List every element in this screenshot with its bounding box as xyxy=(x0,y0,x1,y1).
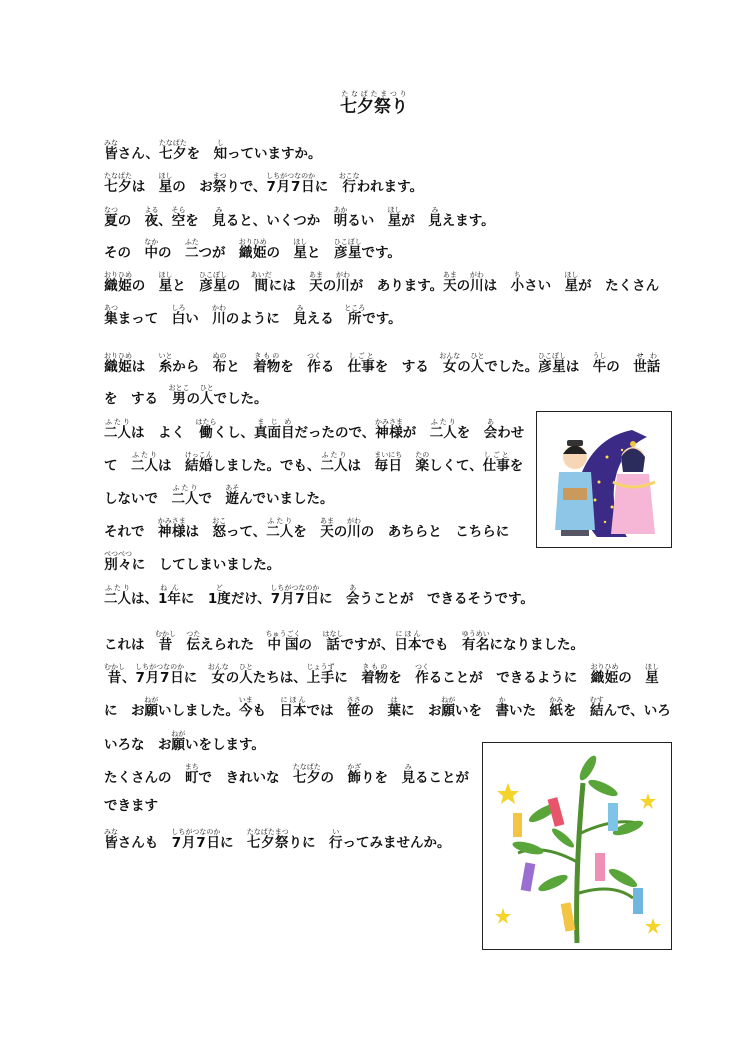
ruby-word: 川かわ xyxy=(212,304,226,327)
ruby-word: 二人ふたり xyxy=(429,418,457,441)
ruby-word: 女おんな xyxy=(207,663,229,686)
text-run: まって xyxy=(117,311,172,327)
ruby-word: 笹ささ xyxy=(346,696,361,719)
ruby-word: 願ねが xyxy=(171,730,186,753)
text-run: は xyxy=(131,179,159,195)
text-line xyxy=(104,584,534,607)
text-run: は xyxy=(131,359,159,375)
text-run: だったので、 xyxy=(294,425,376,441)
ruby-word: 夜よる xyxy=(144,206,159,229)
text-run: んでいました。 xyxy=(239,491,334,507)
ruby-word: 話はなし xyxy=(322,630,344,653)
text-run: の xyxy=(131,278,159,294)
text-run: さい xyxy=(524,278,565,294)
ruby-word: 結むす xyxy=(589,696,604,719)
ruby-word: 川がわ xyxy=(346,517,361,540)
ruby-word: 星ほし xyxy=(387,206,402,229)
text-line xyxy=(104,304,402,327)
ruby-word: 川がわ xyxy=(469,271,484,294)
text-run: に お xyxy=(401,703,442,719)
text-run: だけ、 xyxy=(230,591,271,607)
ruby-word: 空そら xyxy=(171,206,186,229)
text-run: は xyxy=(483,278,511,294)
ruby-word: 二ふた xyxy=(184,238,199,261)
ruby-word: 祭まつ xyxy=(212,172,227,195)
ruby-word: 昔むかし xyxy=(104,663,125,686)
text-run: いしました。 xyxy=(158,703,239,719)
text-run: たくさんの xyxy=(104,770,185,786)
ruby-word: 見み xyxy=(401,763,415,786)
ruby-word: 仕事しごと xyxy=(347,352,375,375)
ruby-word: 会あ xyxy=(483,418,498,441)
text-run: を xyxy=(456,425,484,441)
ruby-word: 見み xyxy=(212,206,226,229)
ruby-word: 二人ふたり xyxy=(171,484,199,507)
text-run: ると、いくつか xyxy=(225,213,334,229)
text-run: の xyxy=(333,524,348,540)
text-line xyxy=(104,630,584,653)
text-run: の xyxy=(266,245,294,261)
text-run: に xyxy=(219,835,247,851)
ruby-word: 二人ふたり xyxy=(266,517,294,540)
text-line xyxy=(104,271,659,294)
ruby-word: 織姫おりひめ xyxy=(104,271,132,294)
ruby-word: 二人ふたり xyxy=(104,418,131,441)
text-run: が xyxy=(401,213,429,229)
text-run: それで xyxy=(104,524,158,540)
ruby-word: 楽たの xyxy=(415,451,430,474)
text-run: りに xyxy=(288,835,329,851)
text-run: の xyxy=(320,770,348,786)
ruby-word: 七夕祭たなばたまつ xyxy=(246,828,289,851)
text-run: は xyxy=(565,359,593,375)
text-run: の xyxy=(322,278,337,294)
ruby-word: 神様かみさま xyxy=(157,517,186,540)
text-run: の xyxy=(606,359,634,375)
text-run: の xyxy=(298,637,326,653)
text-run: に お xyxy=(104,703,145,719)
ruby-word: 7月7日しちがつなのか xyxy=(266,172,316,195)
text-run: を する xyxy=(104,391,172,407)
ruby-word: 糸いと xyxy=(158,352,173,375)
text-run: の xyxy=(117,213,145,229)
page-title: 七夕祭りたなばたまつり xyxy=(340,90,408,117)
ruby-word: 星ほし xyxy=(293,238,308,261)
ruby-word: 着物きもの xyxy=(253,352,281,375)
text-run: いをします。 xyxy=(185,737,265,753)
text-run xyxy=(402,458,416,474)
ruby-word: 二人ふたり xyxy=(131,451,158,474)
ruby-word: 人ひと xyxy=(238,663,253,686)
ruby-word: 紙かみ xyxy=(549,696,564,719)
ruby-word: 皆みな xyxy=(104,828,118,851)
text-run: に xyxy=(180,591,208,607)
ruby-word: 織姫おりひめ xyxy=(238,238,267,261)
ruby-word: 人ひと xyxy=(470,352,485,375)
ruby-word: 仕事しごと xyxy=(482,451,510,474)
text-run: の お xyxy=(172,179,213,195)
ruby-word: 彦星ひこぼし xyxy=(199,271,227,294)
ruby-word: 7月7日しちがつなのか xyxy=(171,828,221,851)
text-run: が たくさん xyxy=(578,278,660,294)
text-line xyxy=(104,384,268,407)
ruby-word: 天あま xyxy=(319,517,334,540)
text-run: と xyxy=(226,359,254,375)
text-run: を する xyxy=(374,359,443,375)
text-run: には xyxy=(268,278,310,294)
ruby-word: 二人ふたり xyxy=(104,584,131,607)
text-run: に xyxy=(334,670,362,686)
ruby-word: 知し xyxy=(213,139,228,162)
text-run: を xyxy=(280,359,308,375)
ruby-word: 男おとこ xyxy=(168,384,190,407)
text-line xyxy=(104,828,450,851)
text-run: が あります。 xyxy=(349,278,444,294)
ruby-word: 集あつ xyxy=(104,304,118,327)
text-run: を xyxy=(293,524,321,540)
text-run: は xyxy=(185,524,213,540)
text-run: の xyxy=(618,670,646,686)
text-run: えます。 xyxy=(441,213,495,229)
ruby-word: 有名ゆうめい xyxy=(461,630,490,653)
text-run: の xyxy=(457,359,471,375)
text-run: が xyxy=(402,425,430,441)
text-run: できます xyxy=(104,798,158,814)
text-line xyxy=(104,352,660,375)
text-line xyxy=(104,798,158,814)
ruby-word: 着物きもの xyxy=(361,663,389,686)
text-line xyxy=(104,418,524,441)
ruby-word: 葉は xyxy=(387,696,401,719)
text-run: 、 xyxy=(158,213,172,229)
ruby-word: 見み xyxy=(293,304,307,327)
ruby-word: 会あ xyxy=(345,584,360,607)
ruby-word: 伝つた xyxy=(186,630,201,653)
text-line xyxy=(104,696,671,719)
text-run: これは xyxy=(104,637,158,653)
text-run: んで、いろ xyxy=(603,703,671,719)
ruby-word: 中国ちゅうごく xyxy=(265,630,301,653)
ruby-word: 白しろ xyxy=(171,304,186,327)
ruby-word: 行おこな xyxy=(338,172,360,195)
text-run: しくて、 xyxy=(429,458,483,474)
text-run: です。 xyxy=(361,245,401,261)
ruby-word: 二人ふたり xyxy=(320,451,348,474)
ruby-word: 7月7日しちがつなのか xyxy=(270,584,320,607)
ruby-word: 作つく xyxy=(307,352,321,375)
text-run: も xyxy=(252,703,280,719)
ruby-word: 昔むかし xyxy=(155,630,176,653)
text-run: その xyxy=(104,245,145,261)
ruby-word: 織姫おりひめ xyxy=(104,352,132,375)
ruby-word: 七夕たなばた xyxy=(158,139,187,162)
couple-illustration xyxy=(536,411,672,548)
ruby-word: 星ほし xyxy=(644,663,659,686)
text-run: になりました。 xyxy=(489,637,584,653)
ruby-word: 7月7日しちがつなのか xyxy=(135,663,185,686)
text-run: では xyxy=(306,703,347,719)
text-run: うことが できるそうです。 xyxy=(359,591,534,607)
text-run xyxy=(173,637,187,653)
ruby-word: 星ほし xyxy=(158,271,173,294)
text-run: は、 xyxy=(131,591,158,607)
text-run: は よく xyxy=(131,425,199,441)
text-run: を xyxy=(185,213,213,229)
text-run: りで、 xyxy=(226,179,267,195)
text-run: でも xyxy=(421,637,462,653)
text-run: える xyxy=(306,311,348,327)
ruby-word: 見み xyxy=(428,206,442,229)
text-line xyxy=(104,484,334,507)
text-run: に xyxy=(183,670,211,686)
text-line xyxy=(104,550,280,573)
text-run: って、 xyxy=(226,524,267,540)
text-run: いを xyxy=(455,703,496,719)
ruby-word: 日本にほん xyxy=(279,696,307,719)
text-line xyxy=(104,172,423,195)
text-run: しました。でも、 xyxy=(212,458,321,474)
ruby-word: 作つく xyxy=(414,663,429,686)
ruby-word: 間あいだ xyxy=(250,271,272,294)
text-run: の xyxy=(158,245,185,261)
ruby-word: 町まち xyxy=(184,763,199,786)
ruby-word: 飾かざ xyxy=(347,763,362,786)
ruby-word: 彦星ひこぼし xyxy=(333,238,362,261)
text-run: は xyxy=(347,458,375,474)
ruby-word: 行い xyxy=(328,828,343,851)
ruby-word: 遊あそ xyxy=(225,484,240,507)
ruby-word: 神様かみさま xyxy=(374,418,403,441)
ruby-word: 所ところ xyxy=(344,304,366,327)
ruby-word: 書か xyxy=(495,696,509,719)
text-run: いろな お xyxy=(104,737,172,753)
text-run: ることが できるように xyxy=(428,670,591,686)
text-run: さんも xyxy=(117,835,172,851)
ruby-word: 皆みな xyxy=(104,139,118,162)
text-run: われます。 xyxy=(356,179,424,195)
text-line xyxy=(104,763,469,786)
ruby-word: 彦星ひこぼし xyxy=(538,352,566,375)
ruby-word: 織姫おりひめ xyxy=(590,663,619,686)
text-run: りを xyxy=(361,770,402,786)
ruby-word: 天あま xyxy=(442,271,457,294)
ruby-word: 小ち xyxy=(510,271,525,294)
text-run: ることが xyxy=(415,770,469,786)
text-line xyxy=(104,663,659,686)
text-run: を xyxy=(509,458,524,474)
ruby-word: 真面目まじめ xyxy=(254,418,295,441)
ruby-word: 星ほし xyxy=(564,271,579,294)
text-run: くし、 xyxy=(213,425,254,441)
text-run: に xyxy=(314,179,342,195)
text-run: 、 xyxy=(122,670,136,686)
ruby-word: 中なか xyxy=(144,238,159,261)
text-run: に xyxy=(318,591,346,607)
text-run: っていますか。 xyxy=(227,146,322,162)
text-run: たちは、 xyxy=(252,670,307,686)
ruby-word: 人ひと xyxy=(199,384,214,407)
text-run: て xyxy=(104,458,131,474)
ruby-word: 川がわ xyxy=(336,271,350,294)
text-run: さん、 xyxy=(117,146,160,162)
ruby-word: 願ねが xyxy=(441,696,456,719)
text-run: でした。 xyxy=(213,391,268,407)
ruby-word: 結婚けっこん xyxy=(184,451,213,474)
text-run: の xyxy=(456,278,471,294)
ruby-word: 天あま xyxy=(309,271,323,294)
text-line xyxy=(104,139,322,162)
ruby-word: 牛うし xyxy=(592,352,607,375)
ruby-word: 明あか xyxy=(333,206,348,229)
text-run: の xyxy=(225,670,240,686)
text-run: を xyxy=(388,670,416,686)
text-run: の xyxy=(360,703,388,719)
text-run: で xyxy=(198,491,226,507)
ruby-word: 別々べつべつ xyxy=(104,550,132,573)
ruby-word: 怒おこ xyxy=(212,517,227,540)
text-run: ってみませんか。 xyxy=(342,835,451,851)
text-run: つが xyxy=(198,245,239,261)
text-run: です。 xyxy=(362,311,402,327)
ruby-word: 七夕たなばた xyxy=(292,763,321,786)
ruby-word: 世話せわ xyxy=(633,352,661,375)
ruby-word: 上手じょうず xyxy=(306,663,335,686)
text-line xyxy=(104,517,509,540)
text-line xyxy=(104,451,523,474)
text-run: の xyxy=(186,391,200,407)
text-line xyxy=(104,730,265,753)
ruby-word: 夏なつ xyxy=(104,206,118,229)
ruby-word: 毎日まいにち xyxy=(374,451,403,474)
text-run: を xyxy=(563,703,590,719)
text-run: しないで xyxy=(104,491,172,507)
ruby-word: 女おんな xyxy=(439,352,461,375)
ruby-word: 日本にほん xyxy=(394,630,422,653)
text-run: は xyxy=(158,458,185,474)
text-run: と xyxy=(172,278,200,294)
text-run: で きれいな xyxy=(198,770,293,786)
ruby-word: 布ぬの xyxy=(212,352,227,375)
text-run: ですが、 xyxy=(340,637,395,653)
ruby-word: 働はたら xyxy=(195,418,217,441)
text-run: えられた xyxy=(200,637,268,653)
text-line xyxy=(104,206,495,229)
text-run: でした。 xyxy=(484,359,539,375)
text-run: いた xyxy=(509,703,550,719)
text-run: わせ xyxy=(497,425,525,441)
bamboo-decoration-illustration xyxy=(482,742,672,950)
ruby-word: 願ねが xyxy=(144,696,159,719)
text-run: の xyxy=(226,278,254,294)
ruby-word: 1年ねん xyxy=(158,584,181,607)
text-run: を xyxy=(186,146,214,162)
text-run: のように xyxy=(225,311,294,327)
ruby-word: 七夕たなばた xyxy=(104,172,132,195)
text-line xyxy=(104,238,401,261)
text-run: るい xyxy=(347,213,388,229)
text-run: る xyxy=(320,359,348,375)
ruby-word: 1度ど xyxy=(207,584,231,607)
text-run: の あちらと こちらに xyxy=(360,524,510,540)
text-run: に してしまいました。 xyxy=(131,557,281,573)
text-run: い xyxy=(185,311,213,327)
ruby-word: 星ほし xyxy=(158,172,173,195)
text-run: から xyxy=(172,359,213,375)
ruby-word: 今いま xyxy=(238,696,253,719)
text-run: と xyxy=(307,245,334,261)
